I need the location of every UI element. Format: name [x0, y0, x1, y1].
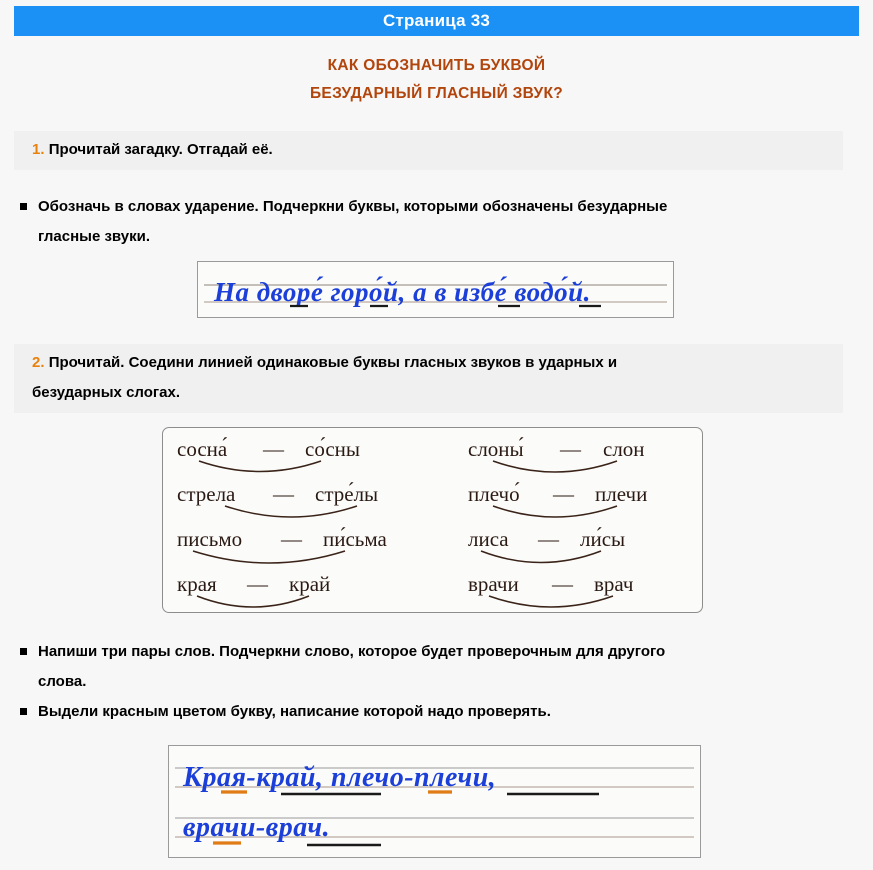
pair-left-3-second: пи́сьма [323, 527, 387, 551]
task-2-text-line-1: Прочитай. Соедини линией одинаковые буквы гласных звуков в ударных и [48, 354, 618, 371]
pair-right-3-second: ли́сы [580, 527, 626, 551]
pair-left-1-first: сосна́ [177, 437, 228, 461]
task-2-heading [14, 344, 843, 413]
task-2-bullet-2 [18, 697, 848, 727]
task-1-bullet-1 [18, 192, 848, 252]
pair-right-2-dash: — [553, 482, 574, 506]
word-pair-row-right-1 [468, 437, 645, 472]
pair-right-1-first: слоны́ [468, 437, 524, 461]
riddle-answer-box[interactable] [197, 261, 674, 318]
pair-left-2-dash: — [273, 482, 294, 506]
word-pair-row-left-4 [177, 572, 330, 607]
page-header-bar [14, 6, 859, 36]
pair-right-2-second: плечи [595, 482, 648, 506]
task-1-number: 1. [32, 141, 45, 158]
word-pairs-box [162, 427, 703, 613]
pair-connector-left-2 [225, 506, 357, 517]
task-2-text-line-2: безударных слогах. [32, 384, 181, 401]
pair-left-1-dash: — [263, 437, 284, 461]
pair-left-3-dash: — [281, 527, 302, 551]
answer-handwriting-line-2: врачи-врач. [183, 812, 331, 843]
pair-left-2-first: стрела [177, 482, 236, 506]
pair-connector-left-4 [197, 596, 309, 607]
task-1-heading [14, 131, 843, 170]
answer-handwriting-line-1: Края-край, плечо-плечи, [183, 762, 497, 793]
pair-connector-left-3 [193, 551, 345, 563]
word-pair-row-right-3 [468, 527, 625, 563]
word-pair-row-right-4 [468, 572, 634, 607]
task-2-number: 2. [32, 354, 45, 371]
pair-left-4-dash: — [247, 572, 268, 596]
riddle-handwriting-text: На дворе́ горо́й, а в избе́ водо́й. [214, 277, 591, 307]
pair-left-4-first: края [177, 572, 217, 596]
bullet-square-icon [20, 648, 27, 655]
bullet-square-icon [20, 203, 27, 210]
pair-connector-left-1 [199, 461, 321, 472]
page-title-line-2: БЕЗУДАРНЫЙ ГЛАСНЫЙ ЗВУК? [309, 85, 564, 102]
pair-left-2-second: стре́лы [315, 482, 379, 506]
bullet-square-icon [20, 708, 27, 715]
pair-right-1-dash: — [560, 437, 581, 461]
task-1-bullet-1-line-2: гласные звуки. [38, 228, 151, 245]
page-title [0, 52, 873, 108]
task-2-bullet-1 [18, 637, 848, 697]
pair-connector-right-2 [493, 506, 617, 517]
page-number-label: Страница 33 [382, 11, 491, 30]
task-2-bullet-1-line-2: слова. [38, 673, 87, 690]
pair-connector-right-1 [493, 461, 617, 472]
pair-right-4-second: врач [594, 572, 634, 596]
pair-left-4-second: край [289, 572, 331, 596]
page-title-line-1: КАК ОБОЗНАЧИТЬ БУКВОЙ [327, 57, 546, 74]
task-1-bullet-1-line-1: Обозначь в словах ударение. Подчеркни буквы, которыми обозначены безударные [38, 198, 668, 215]
pair-connector-right-3 [481, 551, 601, 563]
word-pairs-answer-box[interactable] [168, 745, 701, 858]
pair-right-1-second: слон [603, 437, 645, 461]
task-1-text: Прочитай загадку. Отгадай её. [48, 141, 273, 158]
task-2-bullet-1-line-1: Напиши три пары слов. Подчеркни слово, которое будет проверочным для другого [38, 643, 666, 660]
word-pair-row-left-2 [177, 482, 378, 517]
pair-right-4-first: врачи [468, 572, 519, 596]
pair-right-2-first: плечо́ [468, 482, 520, 506]
pair-left-1-second: со́сны [305, 437, 361, 461]
task-2-bullet-2-line-1: Выдели красным цветом букву, написание которой надо проверять. [38, 703, 551, 720]
pair-right-4-dash: — [552, 572, 573, 596]
pair-right-3-first: лиса [468, 527, 509, 551]
pair-connector-right-4 [489, 596, 613, 607]
pair-left-3-first: письмо [177, 527, 243, 551]
word-pair-row-left-3 [177, 527, 388, 563]
word-pair-row-right-2 [468, 482, 647, 517]
pair-right-3-dash: — [538, 527, 559, 551]
word-pair-row-left-1 [177, 437, 360, 472]
